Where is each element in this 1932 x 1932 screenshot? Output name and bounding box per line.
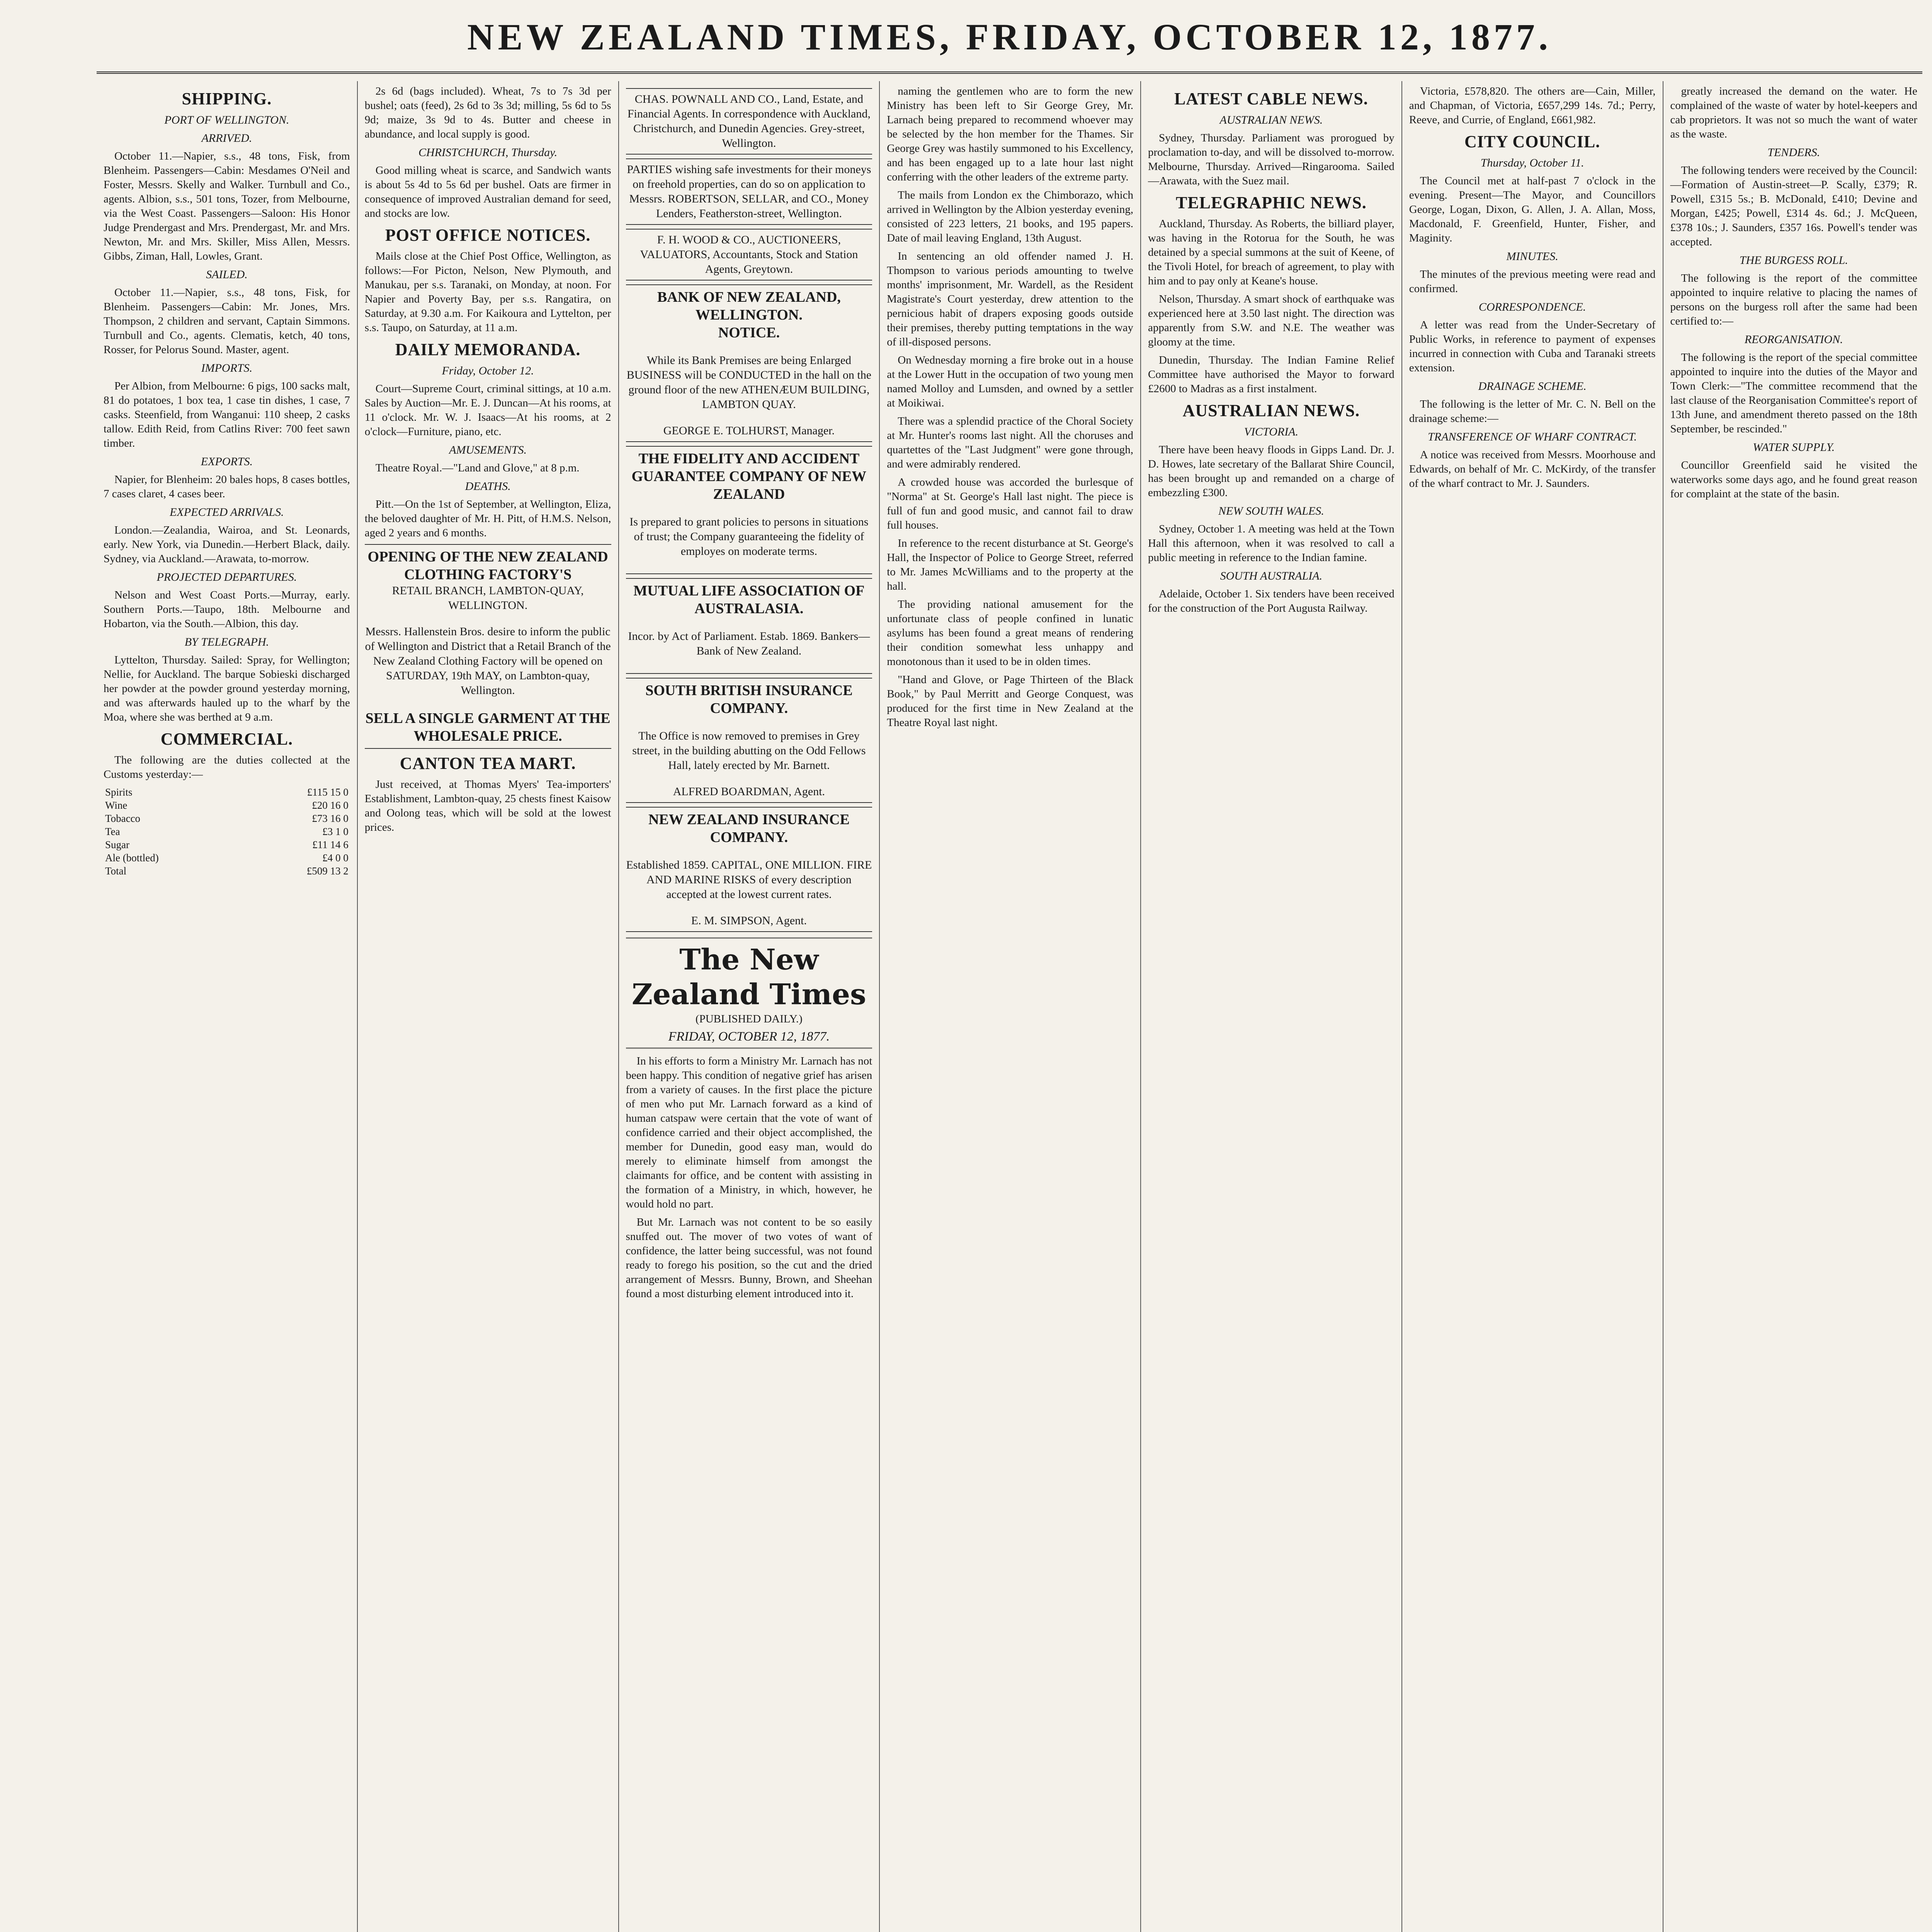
reorganisation-heading: REORGANISATION. xyxy=(1744,333,1843,346)
mutual-ad xyxy=(626,578,872,674)
theatre-news: "Hand and Glove, or Page Thirteen of the Black Book," by Paul Merritt and George Conquest, was produced for the first time in New Zealand at the Theatre Royal last night. xyxy=(887,673,1133,729)
minutes-text: The minutes of the previous meeting were read and confirmed. xyxy=(1409,268,1656,295)
norma-news: A crowded house was accorded the burlesque of "Norma" at St. George's Hall last night. The piece is full of fun and good music, and cannot fail to draw full houses. xyxy=(887,476,1133,531)
drainage-heading: DRAINAGE SCHEME. xyxy=(1478,380,1587,393)
nsw-heading: NEW SOUTH WALES. xyxy=(1218,505,1324,517)
nsw-text: Sydney, October 1. A meeting was held at the Town Hall this afternoon, when it was resolved to call a public meeting in reference to the Indian famine. xyxy=(1148,523,1395,564)
arrived-heading: ARRIVED. xyxy=(201,132,252,145)
memoranda-text: Court—Supreme Court, criminal sittings, at 10 a.m. Sales by Auction—Mr. E. J. Duncan—At his rooms, at 11 o'clock. Mr. W. J. Isaacs—At his rooms, at 2 o'clock—Furniture, piano, etc. xyxy=(364,383,611,438)
table-row xyxy=(104,864,350,878)
clothing-ad-subtitle: RETAIL BRANCH, LAMBTON-QUAY, WELLINGTON. xyxy=(392,584,584,612)
south-australia-text: Adelaide, October 1. Six tenders have been received for the construction of the Port Augusta Railway. xyxy=(1148,588,1395,614)
duty-amount: £3 1 0 xyxy=(322,826,349,837)
south-british-ad xyxy=(626,678,872,803)
sailed-text: October 11.—Napier, s.s., 48 tons, Fisk, for Blenheim. Passengers—Cabin: Mr. Jones, Mrs. Thompson, 2 children and servant, Captain Simmons. Turnbull and Co., agents. Clematis, ketch, 40 tons, Rosser, for Pelorus Sound. Master, agent. xyxy=(104,286,350,356)
bank-ad-title: BANK OF NEW ZEALAND, WELLINGTON. xyxy=(657,289,841,323)
market-text: 2s 6d (bags included). Wheat, 7s to 7s 3d per bushel; oats (feed), 2s 6d to 3s 3d; milling, 5s 6d to 5s 9d; maize, 3s 9d to 4s. Butter and cheese in abundance, and local supply is good. xyxy=(364,85,611,140)
commercial-text: The following are the duties collected at the Customs yesterday:— xyxy=(104,754,350,781)
nz-insurance-signature: E. M. SIMPSON, Agent. xyxy=(691,914,807,927)
burgess-text: The following is the report of the committee appointed to inquire relative to placing the names of persons on the burgess roll after the same had been certified to:— xyxy=(1670,272,1917,327)
mutual-ad-title: MUTUAL LIFE ASSOCIATION OF AUSTRALASIA. xyxy=(633,583,865,617)
victoria-heading: VICTORIA. xyxy=(1244,425,1299,438)
telegraph-heading: BY TELEGRAPH. xyxy=(184,636,269,648)
editorial-text-2: But Mr. Larnach was not content to be so easily snuffed out. The mover of two votes of want of confidence, the latter being successful, was not found ready to forego his position, so the cut and the dried arrangement of Messrs. Bunny, Brown, and Sheehan found a most disturbing element introduced into it. xyxy=(626,1216,872,1300)
editorial-continued: naming the gentlemen who are to form the new Ministry has been left to Sir George Grey, Mr. Larnach being prepared to recommend whoever may be selected by the hon member for the Thames. Sir George Grey was hastily summoned to his Excellency, and has been engaged up to a late hour last night conferring with the other leaders of the extreme party. xyxy=(887,85,1133,183)
clothing-ad-offer: SELL A SINGLE GARMENT AT THE WHOLESALE PRICE. xyxy=(365,710,611,744)
wharf-heading: TRANSFERENCE OF WHARF CONTRACT. xyxy=(1428,430,1637,443)
south-british-title: SOUTH BRITISH INSURANCE COMPANY. xyxy=(645,682,853,716)
south-british-body: The Office is now removed to premises in Grey street, in the building abutting on the Odd Fellows Hall, lately erected by Mr. Barnett. xyxy=(632,730,866,772)
bank-ad-notice: NOTICE. xyxy=(718,325,780,341)
water-supply-heading: WATER SUPPLY. xyxy=(1753,441,1835,454)
clothing-ad-title: OPENING OF THE NEW ZEALAND CLOTHING FACTORY'S xyxy=(367,549,608,583)
fire-news: On Wednesday morning a fire broke out in a house at the Lower Hutt in the occupation of two young men named Molloy and Lumsden, and owned by a settler at Moikiwai. xyxy=(887,354,1133,409)
duties-table xyxy=(104,786,350,878)
imports-heading: IMPORTS. xyxy=(201,362,253,374)
column-5 xyxy=(1141,81,1402,1932)
table-row xyxy=(104,825,350,838)
masthead: NEW ZEALAND TIMES, FRIDAY, OCTOBER 12, 1877. xyxy=(467,16,1552,58)
duty-amount: £73 16 0 xyxy=(312,813,349,824)
column-6 xyxy=(1402,81,1663,1932)
south-british-signature: ALFRED BOARDMAN, Agent. xyxy=(673,785,825,798)
cable-heading: LATEST CABLE NEWS. xyxy=(1174,89,1368,108)
water-supply-text: Councillor Greenfield said he visited the waterworks some days ago, and he found great reason for complaint at the state of the basin. xyxy=(1670,459,1917,500)
clothing-ad xyxy=(365,544,611,749)
christchurch-text: Good milling wheat is scarce, and Sandwich wants is about 5s 4d to 5s 6d per bushel. Oats are firmer in consequence of improved Australian demand for seed, and stocks are low. xyxy=(364,164,611,219)
duty-item: Ale (bottled) xyxy=(105,852,159,864)
drainage-text: The following is the letter of Mr. C. N. Bell on the drainage scheme:— xyxy=(1409,398,1656,425)
post-office-heading: POST OFFICE NOTICES. xyxy=(385,226,591,245)
wharf-text: A notice was received from Messrs. Moorhouse and Edwards, on behalf of Mr. C. McKirdy, of the transfer of the wharf contract to Mr. J. Saunders. xyxy=(1409,449,1656,490)
deaths-heading: DEATHS. xyxy=(465,480,511,493)
table-row xyxy=(104,799,350,812)
projected-text: Nelson and West Coast Ports.—Murray, early. Southern Ports.—Taupo, 18th. Melbourne and Hobarton, via the South.—Albion, this day. xyxy=(104,589,350,630)
sailed-heading: SAILED. xyxy=(206,268,248,281)
shipping-heading: SHIPPING. xyxy=(182,89,272,108)
australian-news-heading: AUSTRALIAN NEWS. xyxy=(1219,114,1323,126)
nz-insurance-title: NEW ZEALAND INSURANCE COMPANY. xyxy=(648,811,850,845)
correspondence-heading: CORRESPONDENCE. xyxy=(1478,301,1586,313)
memoranda-heading: DAILY MEMORANDA. xyxy=(395,340,581,359)
column-1 xyxy=(97,81,358,1932)
amusements-heading: AMUSEMENTS. xyxy=(449,444,527,456)
paper-subtitle: (PUBLISHED DAILY.) xyxy=(695,1013,803,1025)
table-row xyxy=(104,786,350,799)
pownall-ad: CHAS. POWNALL AND CO., Land, Estate, and Financial Agents. In correspondence with Auckland, Christchurch, and Dunedin Agencies. Grey-street, Wellington. xyxy=(626,88,872,155)
expected-text: London.—Zealandia, Wairoa, and St. Leonards, early. New York, via Dunedin.—Herbert Black, daily. Sydney, via Auckland.—Arawata, to-morrow. xyxy=(104,524,350,565)
tenders-heading: TENDERS. xyxy=(1767,146,1820,159)
duty-item: Wine xyxy=(105,799,128,811)
duty-item: Tobacco xyxy=(105,813,141,824)
bank-ad xyxy=(626,284,872,442)
duty-amount: £11 14 6 xyxy=(312,839,349,850)
court-news: In sentencing an old offender named J. H. Thompson to various periods amounting to twelve months' imprisonment, Mr. Wardell, as the Resident Magistrate's Court yesterday, drew attention to the pernicious habit of drapers exposing goods outside their premises, thereby putting temptations in the way of ill-disposed persons. xyxy=(887,250,1133,348)
paper-title-block xyxy=(626,937,872,1049)
nz-insurance-body: Established 1859. CAPITAL, ONE MILLION. FIRE AND MARINE RISKS of every description accepted at the lowest current rates. xyxy=(626,859,872,901)
city-council-date: Thursday, October 11. xyxy=(1480,156,1584,169)
mutual-ad-body: Incor. by Act of Parliament. Estab. 1869. Bankers—Bank of New Zealand. xyxy=(628,630,870,657)
port-subheading: PORT OF WELLINGTON. xyxy=(164,114,289,126)
expected-heading: EXPECTED ARRIVALS. xyxy=(170,506,284,519)
burgess-heading: THE BURGESS ROLL. xyxy=(1739,254,1848,267)
column-7 xyxy=(1663,81,1924,1932)
telegraph-text: Lyttelton, Thursday. Sailed: Spray, for Wellington; Nellie, for Auckland. The barque Sobieski discharged her powder at the powder ground yesterday morning, and was afterwards hauled up to the wharf by the Moa, where she was berthed at 9 a.m. xyxy=(104,654,350,723)
canton-text: Just received, at Thomas Myers' Tea-importers' Establishment, Lambton-quay, 25 chests finest Kaisow and Oolong teas, which will be sold at the lowest prices. xyxy=(364,778,611,833)
exports-text: Napier, for Blenheim: 20 bales hops, 8 cases bottles, 7 cases claret, 4 cases beer. xyxy=(104,473,350,500)
duty-amount: £509 13 2 xyxy=(306,865,349,877)
tenders-text: The following tenders were received by the Council:—Formation of Austin-street—P. Scally, £379; R. Powell, £315 5s.; B. McDonald, £410; Devine and Morgan, £425; Powell, £314 4s. 6d.; J. McQueen, £378 10s.; J. Saunders, £357 16s. Powell's tender was accepted. xyxy=(1670,164,1917,248)
bank-ad-body: While its Bank Premises are being Enlarged BUSINESS will be CONDUCTED in the hall on the ground floor of the new ATHENÆUM BUILDING, LAMBTON QUAY. xyxy=(626,354,872,411)
christchurch-heading: CHRISTCHURCH, Thursday. xyxy=(418,146,558,159)
commercial-heading: COMMERCIAL. xyxy=(160,730,293,748)
mails-news: The mails from London ex the Chimborazo, which arrived in Wellington by the Albion yesterday evening, consisted of 223 letters, 21 books, and 195 papers. Date of mail leaving England, 13th August. xyxy=(887,189,1133,244)
correspondence-text: A letter was read from the Under-Secretary of Public Works, in reference to payment of expenses incurred in connection with Cuba and Taranaki streets extension. xyxy=(1409,319,1656,374)
reorganisation-text: The following is the report of the special committee appointed to inquire into the duties of the Mayor and Town Clerk:—"The committee recommend that the last clause of the Reorganisation Committee's report of 13th June, and amendment thereto passed on the 18th September, be rescinded." xyxy=(1670,351,1917,435)
duty-item: Total xyxy=(105,865,127,877)
duty-amount: £4 0 0 xyxy=(322,852,349,864)
minutes-heading: MINUTES. xyxy=(1506,250,1558,263)
bank-ad-signature: GEORGE E. TOLHURST, Manager. xyxy=(663,424,835,437)
paper-title: The New Zealand Times xyxy=(632,943,866,1011)
continued-text: greatly increased the demand on the water. He complained of the waste of water by hotel-keepers and cab proprietors. It was not so much the want of water as the waste. xyxy=(1670,85,1917,140)
duty-amount: £115 15 0 xyxy=(307,786,349,798)
continued-text: Victoria, £578,820. The others are—Cain, Miller, and Chapman, of Victoria, £657,299 14s. 7d.; Perry, Reeve, and Currie, of England, £661,982. xyxy=(1409,85,1656,126)
column-2 xyxy=(358,81,619,1932)
city-council-text: The Council met at half-past 7 o'clock in the evening. Present—The Mayor, and Councillors George, Logan, Dixon, G. Allen, J. A. Allan, Moss, Macdonald, F. Greenfield, Hunter, Fisher, and Maginity. xyxy=(1409,175,1656,244)
duty-item: Spirits xyxy=(105,786,133,798)
asylum-news: The providing national amusement for the unfortunate class of people confined in lunatic asylums has been found a great means of rendering their condition somewhat less unhappy and monotonous than it used to be in olden times. xyxy=(887,598,1133,668)
investment-ad: PARTIES wishing safe investments for their moneys on freehold properties, can do so on application to Messrs. ROBERTSON, SELLAR, and CO., Money Lenders, Featherston-street, Wellington. xyxy=(626,158,872,225)
disturbance-news: In reference to the recent disturbance at St. George's Hall, the Inspector of Police to George Street, referred to Mr. James McWilliams and to the property at the hall. xyxy=(887,537,1133,592)
australian-news-heading-2: AUSTRALIAN NEWS. xyxy=(1182,401,1360,420)
victoria-text: There have been heavy floods in Gipps Land. Dr. J. D. Howes, late secretary of the Ballarat Shire Council, has been brought up and remanded on a charge of embezzling £300. xyxy=(1148,444,1395,499)
table-row xyxy=(104,812,350,825)
memoranda-date: Friday, October 12. xyxy=(442,364,534,377)
columns xyxy=(97,81,1924,1932)
duty-amount: £20 16 0 xyxy=(312,799,349,811)
column-3 xyxy=(619,81,880,1932)
telegraphic-heading: TELEGRAPHIC NEWS. xyxy=(1175,193,1367,212)
city-council-heading: CITY COUNCIL. xyxy=(1464,132,1600,151)
amusements-text: Theatre Royal.—"Land and Glove," at 8 p.m. xyxy=(375,462,580,474)
exports-heading: EXPORTS. xyxy=(201,455,253,468)
nz-insurance-ad xyxy=(626,807,872,932)
table-row xyxy=(104,851,350,864)
australian-news-text: Sydney, Thursday. Parliament was prorogued by proclamation to-day, and will be dissolved to-morrow. Melbourne, Thursday. Arrived—Ringarooma. Sailed—Arawata, with the Suez mail. xyxy=(1148,132,1395,187)
masthead-rule xyxy=(97,71,1922,74)
nelson-text: Nelson, Thursday. A smart shock of earthquake was experienced here at 3.50 last night. The direction was apparently from S.W. and N.E. The weather was gloomy at the time. xyxy=(1148,293,1395,348)
paper-dateline: FRIDAY, OCTOBER 12, 1877. xyxy=(668,1029,830,1044)
clothing-ad-body: Messrs. Hallenstein Bros. desire to inform the public of Wellington and District that a Retail Branch of the New Zealand Clothing Factory will be opened on SATURDAY, 19th MAY, on Lambton-quay, Wellington. xyxy=(365,625,611,697)
telegraphic-text: Auckland, Thursday. As Roberts, the billiard player, was having in the Rotorua for the South, he was detained by a special summons at the suit of Keene, of the Tivoli Hotel, for breach of agreement, to play with him and to pay only at Keane's house. xyxy=(1148,218,1395,287)
dunedin-text: Dunedin, Thursday. The Indian Famine Relief Committee have authorised the Mayor to forward £2600 to Madras as a first instalment. xyxy=(1148,354,1395,395)
fidelity-ad-body: Is prepared to grant policies to persons in situations of trust; the Company guaranteeing the fidelity of employes on moderate terms. xyxy=(629,515,869,558)
column-4 xyxy=(880,81,1141,1932)
wood-ad: F. H. WOOD & CO., AUCTIONEERS, VALUATORS, Accountants, Stock and Station Agents, Greytown. xyxy=(626,229,872,281)
south-australia-heading: SOUTH AUSTRALIA. xyxy=(1220,570,1323,582)
editorial-text: In his efforts to form a Ministry Mr. Larnach has not been happy. This condition of negative grief has arisen from a variety of causes. In the first place the picture of men who put Mr. Larnach forward as a kind of human catspaw were certain that the vote of want of confidence carried and their object accomplished, the member for Dunedin, good easy man, would do merely to eliminate himself from amongst the claimants for office, and be content with assisting in the formation of a Ministry, in which, however, he would hold no part. xyxy=(626,1055,872,1210)
post-office-text: Mails close at the Chief Post Office, Wellington, as follows:—For Picton, Nelson, New Plymouth, and Manukau, per s.s. Taranaki, on Monday, at noon. For Napier and Poverty Bay, per s.s. Rangatira, on Saturday, at 9.30 a.m. For Kaikoura and Lyttelton, per s.s. Taupo, on Saturday, at 11 a.m. xyxy=(364,250,611,334)
arrived-text: October 11.—Napier, s.s., 48 tons, Fisk, from Blenheim. Passengers—Cabin: Mesdames O'Neil and Foster, Messrs. Skelly and Walker. Turnbull and Co., agents. Albion, s.s., 501 tons, Tozer, from Melbourne, via the West Coast. Passengers—Saloon: His Honor Judge Prendergast and Mrs. Prendergast, Mr. and Mrs. Newton, Mr. and Mrs. Skiller, Miss Allen, Messrs. Gibbs, Ziman, Hall, Lowles, Grant. xyxy=(104,150,350,262)
deaths-text: Pitt.—On the 1st of September, at Wellington, Eliza, the beloved daughter of Mr. H. Pitt, of H.M.S. Nelson, aged 2 years and 6 months. xyxy=(364,498,611,539)
canton-heading: CANTON TEA MART. xyxy=(400,754,576,773)
table-row xyxy=(104,838,350,851)
imports-text: Per Albion, from Melbourne: 6 pigs, 100 sacks malt, 81 do potatoes, 1 box tea, 1 case tin dishes, 1 case, 7 casks. Steenfield, from Wanganui: 110 sheep, 2 casks tallow. Edith Reid, from Catlins River: 700 feet sawn timber. xyxy=(104,380,350,449)
projected-heading: PROJECTED DEPARTURES. xyxy=(156,571,297,583)
choral-news: There was a splendid practice of the Choral Society at Mr. Hunter's rooms last night. All the choruses and quartettes of the "Last Judgment" were gone through, and were admirably rendered. xyxy=(887,415,1133,470)
duty-item: Tea xyxy=(105,826,120,837)
fidelity-ad xyxy=(626,446,872,574)
fidelity-ad-title: THE FIDELITY AND ACCIDENT GUARANTEE COMPANY OF NEW ZEALAND xyxy=(631,451,867,502)
duty-item: Sugar xyxy=(105,839,129,850)
